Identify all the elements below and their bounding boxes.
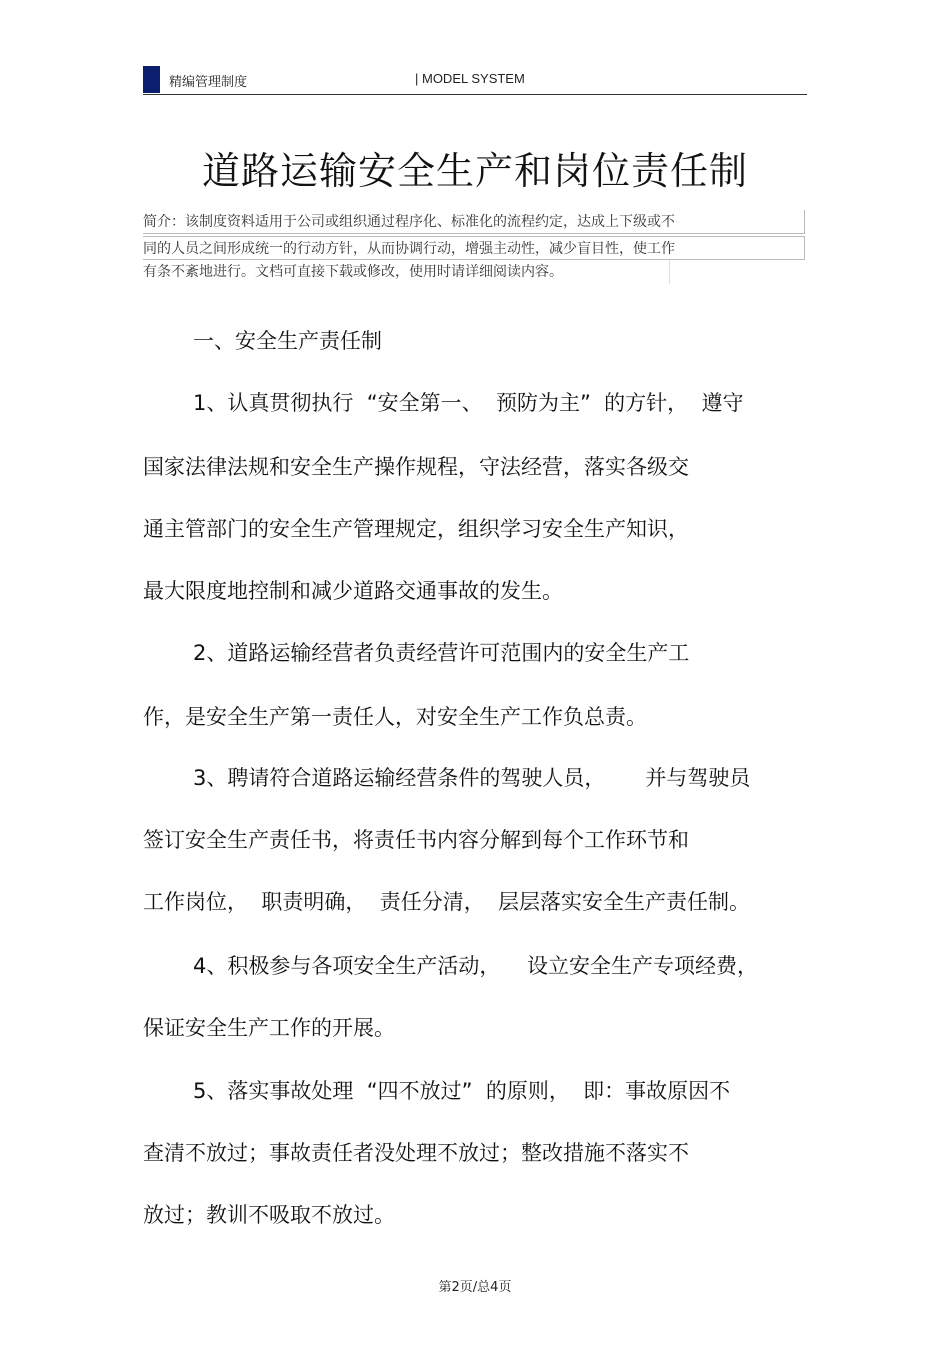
paragraph-line: 国家法律法规和安全生产操作规程，守法经营，落实各级交 [143, 455, 689, 479]
document-title: 道路运输安全生产和岗位责任制 [201, 149, 748, 193]
paragraph-line: 工作岗位， 职责明确， 责任分清， 层层落实安全生产责任制。 [143, 890, 751, 914]
header-right-text: | MODEL SYSTEM [415, 71, 525, 86]
paragraph-line: 3、聘请符合道路运输经营条件的驾驶人员， 并与驾驶员 [193, 766, 751, 790]
header-left-text: 精编管理制度 [169, 75, 248, 90]
paragraph-line: 4、积极参与各项安全生产活动， 设立安全生产专项经费， [193, 954, 759, 978]
paragraph-line: 1、认真贯彻执行 “安全第一、 预防为主” 的方针， 遵守 [193, 391, 744, 415]
paragraph-line: 放过；教训不吸取不放过。 [143, 1203, 395, 1227]
paragraph-line: 5、落实事故处理 “四不放过” 的原则， 即：事故原因不 [193, 1079, 731, 1103]
page-number: 第2页/总4页 [438, 1280, 512, 1295]
section-heading: 一、安全生产责任制 [193, 329, 382, 353]
summary-line: 有条不紊地进行。文档可直接下载或修改，使用时请详细阅读内容。 [143, 260, 670, 284]
paragraph-line: 2、道路运输经营者负责经营许可范围内的安全生产工 [193, 641, 690, 665]
logo-icon [143, 66, 160, 93]
paragraph-line: 通主管部门的安全生产管理规定，组织学习安全生产知识， [143, 517, 689, 541]
paragraph-line: 签订安全生产责任书，将责任书内容分解到每个工作环节和 [143, 828, 689, 852]
paragraph-line: 作，是安全生产第一责任人，对安全生产工作负总责。 [143, 705, 647, 729]
summary-line: 简介：该制度资料适用于公司或组织通过程序化、标准化的流程约定，达成上下级或不 [143, 210, 805, 234]
paragraph-line: 查清不放过；事故责任者没处理不放过；整改措施不落实不 [143, 1141, 689, 1165]
paragraph-line: 保证安全生产工作的开展。 [143, 1016, 395, 1040]
paragraph-line: 最大限度地控制和减少道路交通事故的发生。 [143, 579, 563, 603]
summary-line: 同的人员之间形成统一的行动方针，从而协调行动，增强主动性，减少盲目性，使工作 [143, 236, 805, 260]
page-header [143, 66, 807, 95]
